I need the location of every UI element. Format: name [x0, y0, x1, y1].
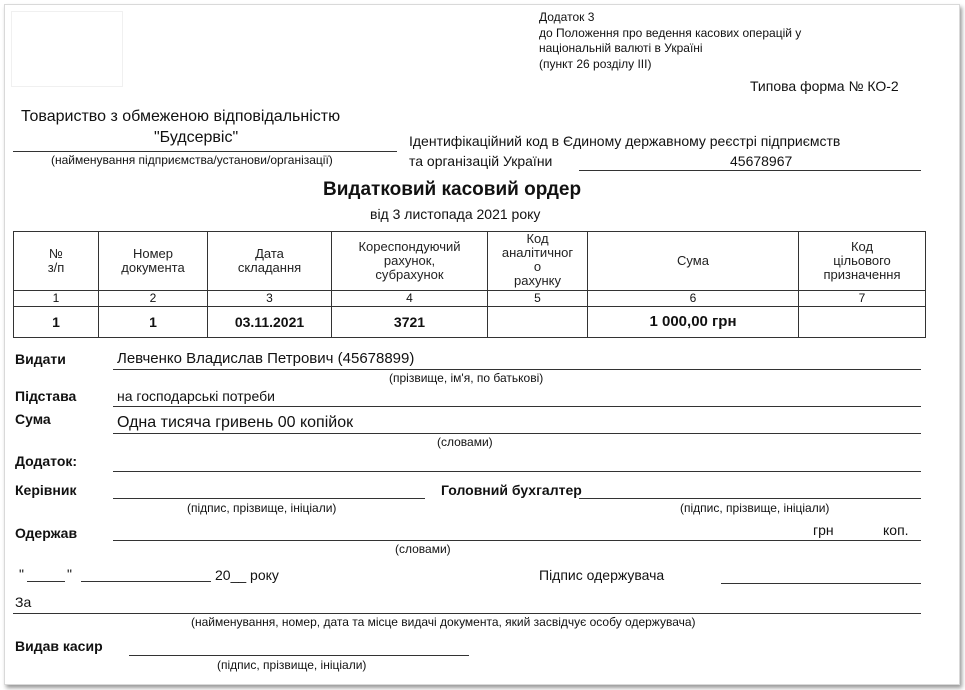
sum-value: Одна тисяча гривень 00 копійок — [117, 414, 354, 431]
cell-account: 3721 — [332, 307, 488, 338]
table-header-row — [14, 232, 926, 291]
id-code-value: 45678967 — [730, 153, 793, 169]
received-caption: (словами) — [395, 542, 451, 556]
sum-label: Сума — [15, 411, 51, 427]
col-header-analytic-code: Код аналітичног о рахунку — [488, 232, 588, 291]
stamp-area — [11, 11, 123, 87]
document-page — [4, 4, 960, 685]
org-name-line-2: "Будсервіс" — [154, 129, 239, 146]
table-number-row — [14, 291, 926, 307]
id-code-underline — [579, 170, 921, 171]
form-number: Типова форма № КО-2 — [750, 78, 899, 94]
org-name-line-1: Товариство з обмеженою відповідальністю — [21, 108, 341, 125]
chief-accountant-caption: (підпис, прізвище, ініціали) — [680, 501, 830, 515]
cell-doc-number: 1 — [99, 307, 208, 338]
org-name-underline — [13, 151, 397, 152]
org-name-caption: (найменування підприємства/установи/організації) — [51, 153, 333, 167]
date-day-underline — [27, 581, 65, 582]
head-caption: (підпис, прізвище, ініціали) — [187, 501, 337, 515]
by-label: За — [15, 594, 32, 610]
recipient-signature-label: Підпис одержувача — [539, 567, 665, 583]
annex-line-2: до Положення про ведення касових операцій у — [539, 25, 802, 40]
col-header-purpose-code: Код цільового призначення — [799, 232, 926, 291]
date-year: 20__ року — [215, 567, 279, 583]
chief-accountant-label: Головний бухгалтер — [441, 482, 582, 498]
col-header-sum: Сума — [588, 232, 799, 291]
id-code-label-line-1: Ідентифікаційний код в Єдиному державному реєстрі підприємств — [409, 133, 841, 149]
by-caption: (найменування, номер, дата та місце видачі документа, який засвідчує особу одержувача) — [191, 615, 696, 629]
col-header-date: Дата складання — [208, 232, 332, 291]
basis-underline — [113, 406, 921, 407]
head-label: Керівник — [15, 482, 77, 498]
received-underline — [113, 540, 921, 541]
date-quote-close: " — [67, 566, 72, 582]
cashier-caption: (підпис, прізвище, ініціали) — [217, 658, 367, 672]
annex-line-1: Додаток 3 — [539, 10, 595, 24]
issue-underline — [113, 369, 921, 370]
date-quote-open: " — [19, 566, 24, 582]
sum-underline — [113, 433, 921, 434]
table-row — [14, 307, 926, 338]
cell-analytic-code — [488, 307, 588, 338]
received-label: Одержав — [15, 525, 78, 541]
col-number: 2 — [99, 291, 208, 307]
annex-block — [539, 10, 801, 72]
annex-line-3: національній валюті в Україні — [539, 41, 703, 55]
issue-value: Левченко Владислав Петрович (45678899) — [117, 350, 415, 367]
col-header-number: № з/п — [14, 232, 99, 291]
cell-row-number: 1 — [14, 307, 99, 338]
uah-label: грн — [813, 522, 834, 538]
issue-caption: (прізвище, ім'я, по батькові) — [389, 371, 544, 385]
col-number: 7 — [799, 291, 926, 307]
recipient-signature-underline — [721, 583, 921, 584]
date-month-underline — [81, 581, 211, 582]
basis-label: Підстава — [15, 388, 77, 404]
sum-caption: (словами) — [437, 435, 493, 449]
col-number: 4 — [332, 291, 488, 307]
attachment-underline — [113, 471, 921, 472]
cell-date: 03.11.2021 — [208, 307, 332, 338]
document-title: Видатковий касовий ордер — [323, 179, 582, 200]
kop-label: коп. — [883, 522, 909, 538]
col-number: 6 — [588, 291, 799, 307]
document-date: від 3 листопада 2021 року — [370, 206, 541, 222]
col-header-doc-number: Номер документа — [99, 232, 208, 291]
attachment-label: Додаток: — [15, 453, 78, 469]
chief-accountant-underline — [579, 498, 921, 499]
annex-line-4: (пункт 26 розділу III) — [539, 56, 652, 71]
cashier-underline — [129, 655, 469, 656]
cashier-label: Видав касир — [15, 638, 103, 654]
col-number: 1 — [14, 291, 99, 307]
order-table — [13, 231, 926, 338]
issue-label: Видати — [15, 351, 66, 367]
col-number: 5 — [488, 291, 588, 307]
cell-sum: 1 000,00 грн — [588, 307, 799, 338]
head-underline — [113, 498, 425, 499]
basis-value: на господарські потреби — [117, 388, 275, 404]
cell-purpose-code — [799, 307, 926, 338]
col-header-account: Кореспондуючий рахунок, субрахунок — [332, 232, 488, 291]
id-code-label-line-2: та організацій України — [409, 153, 553, 169]
by-underline — [13, 613, 921, 614]
col-number: 3 — [208, 291, 332, 307]
